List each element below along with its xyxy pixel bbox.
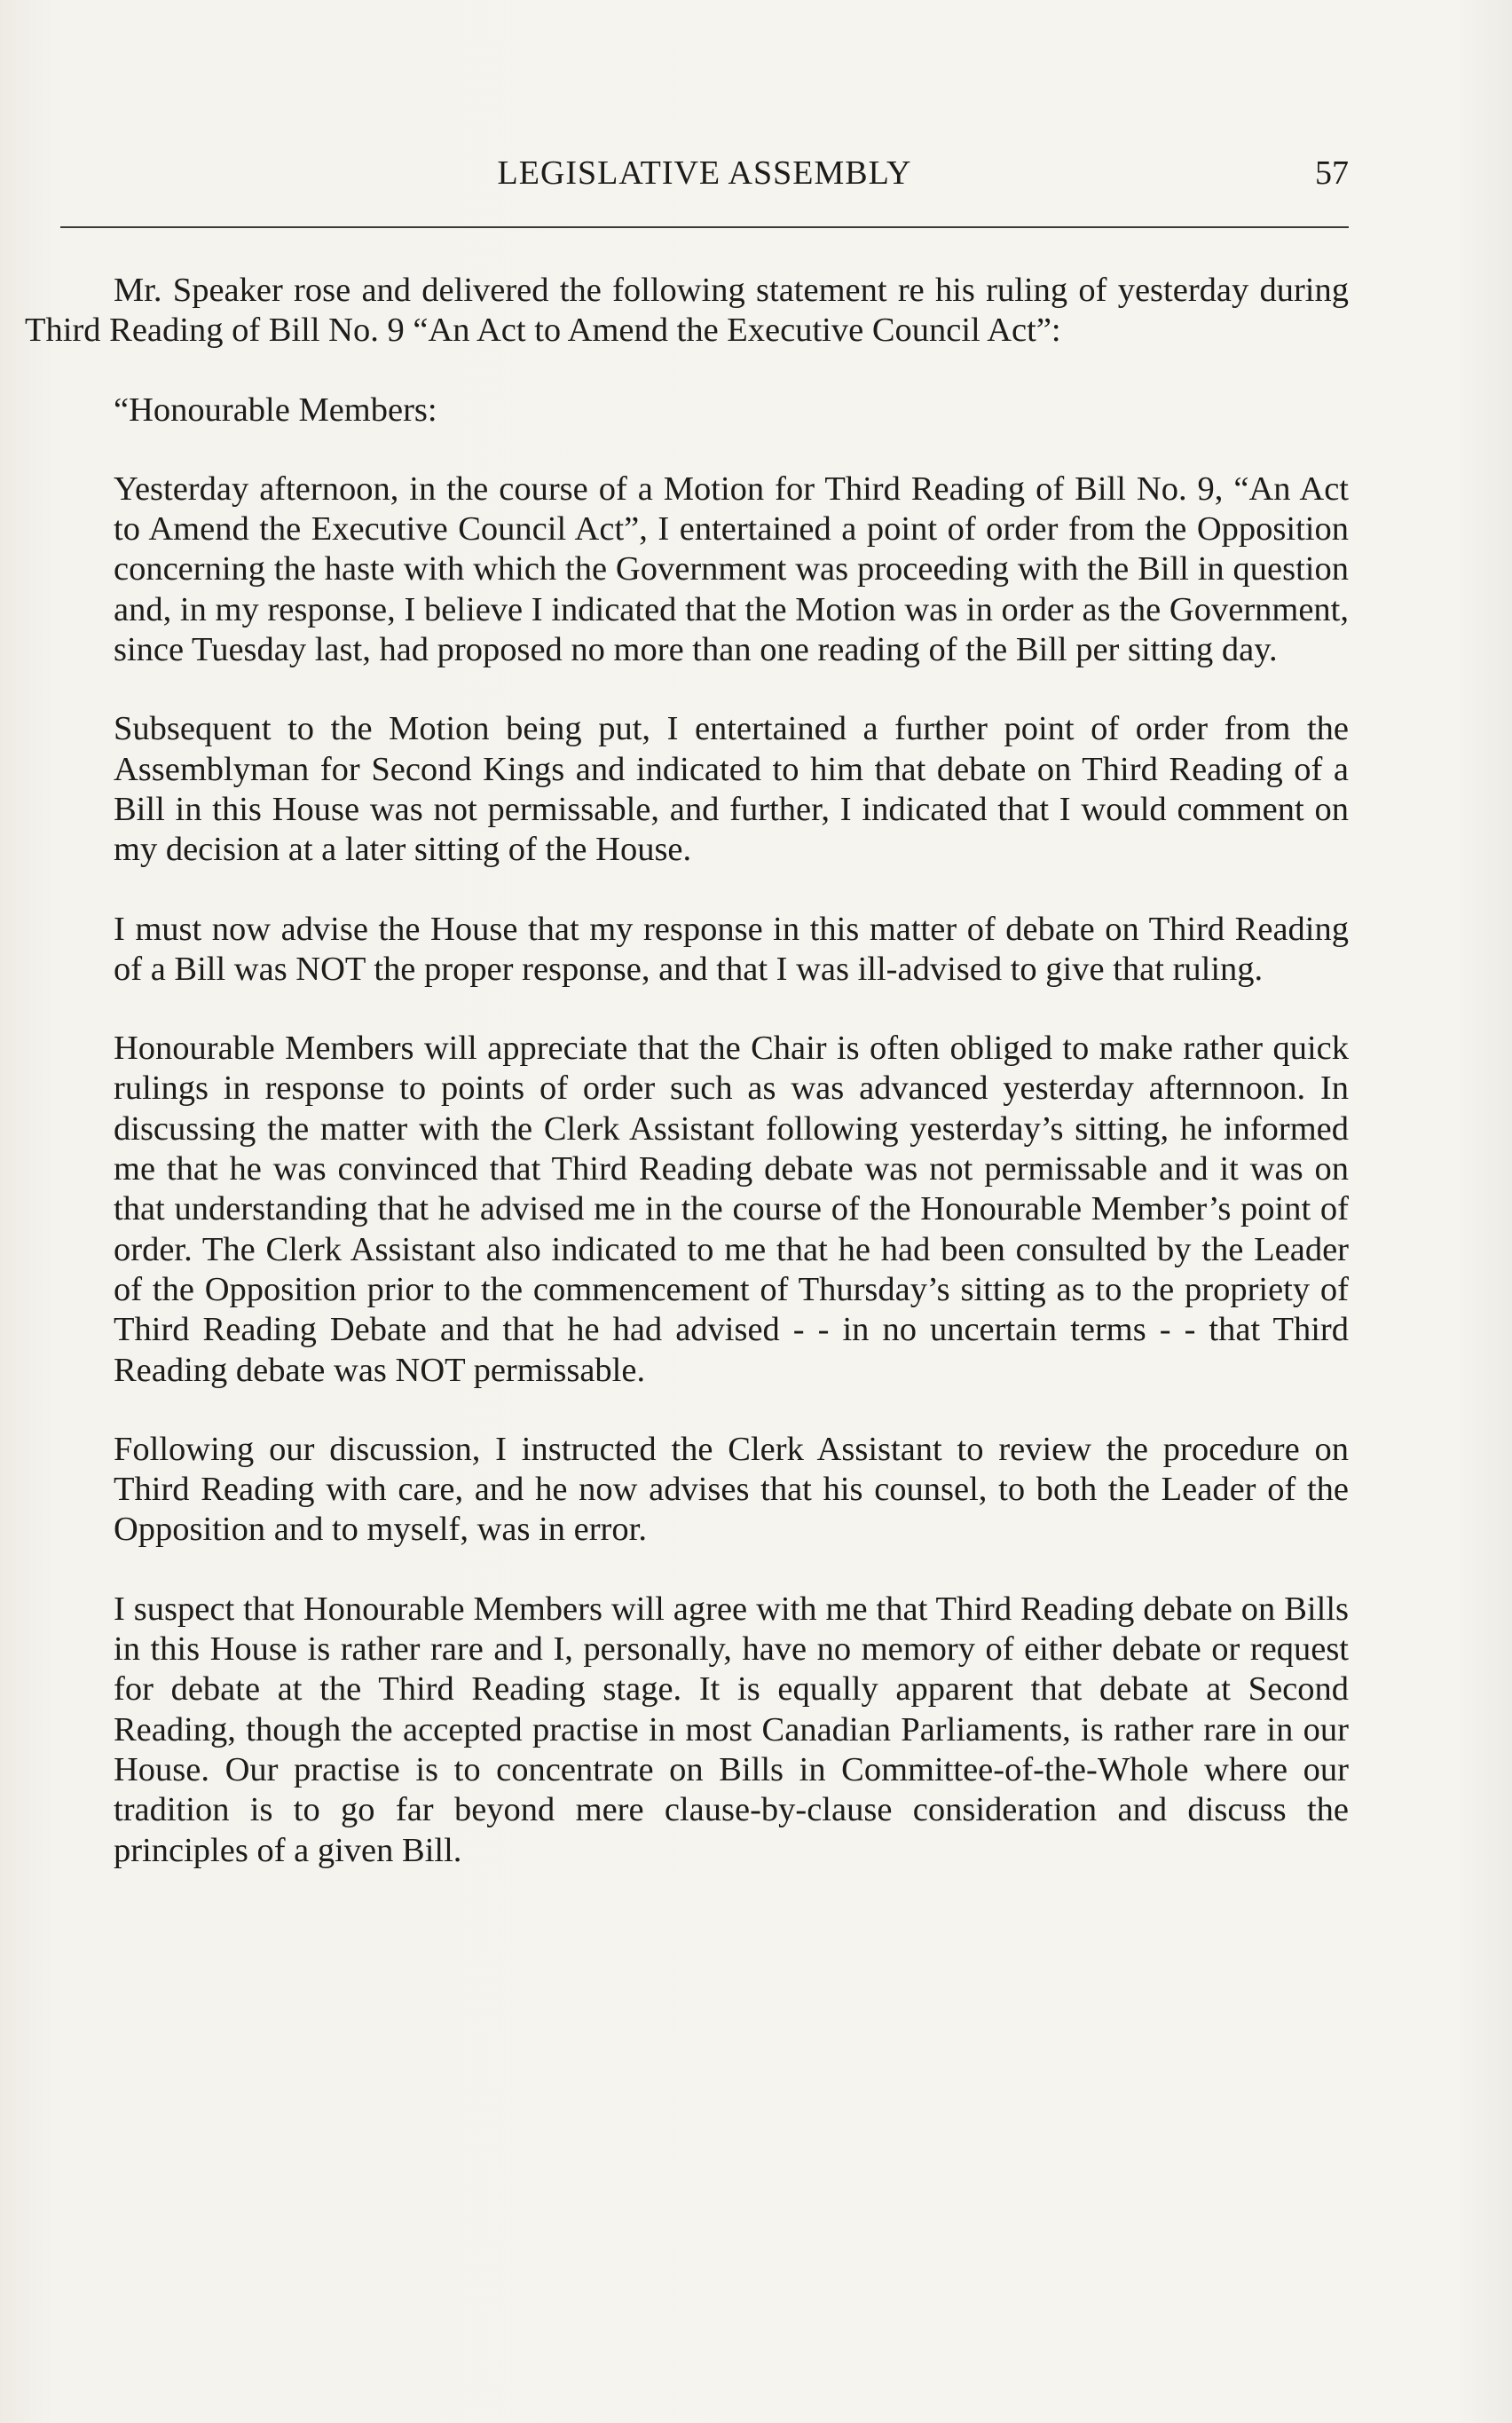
- page-header: [60, 151, 1349, 195]
- statement-paragraph-5: Following our discussion, I instructed the Clerk Assistant to review the procedure on Third Reading with care, and he now advises that his counsel, to both the Leader of the Opposition and to myself, was in error.: [114, 1430, 1349, 1549]
- statement-paragraph-4: Honourable Members will appreciate that the Chair is often obliged to make rather quick rulings in response to points of order such as was advanced yesterday afternnoon. In discussing the matter with the Clerk Assistant following yesterday’s sitting, he informed me that he was convinced that Third Reading debate was not permissable and it was on that understanding that he advised me in the course of the Honourable Member’s point of order. The Clerk Assistant also indicated to me that he had been consulted by the Leader of the Opposition prior to the commencement of Thursday’s sitting as to the propriety of Third Reading Debate and that he had advised - - in no uncertain terms - - that Third Reading debate was NOT permissable.: [114, 1030, 1349, 1389]
- salutation: “Honourable Members:: [114, 391, 437, 429]
- page-number: 57: [1315, 154, 1349, 192]
- statement-paragraph-6: I suspect that Honourable Members will agree with me that Third Reading debate on Bills in this House is rather rare and I, personally, have no memory of either debate or request for debate at the Third Reading stage. It is equally apparent that debate at Second Reading, though the accepted practise in most Canadian Parliaments, is rather rare in our House. Our practise is to concentrate on Bills in Committee-of-the-Whole where our tradition is to go far beyond mere clause-by-clause consideration and discuss the principles of a given Bill.: [114, 1590, 1349, 1869]
- document-body: [25, 271, 1349, 1910]
- statement-paragraph-1: Yesterday afternoon, in the course of a Motion for Third Reading of Bill No. 9, “An Act to Amend the Executive Council Act”, I entertained a point of order from the Opposition concerning the haste with which the Government was proceeding with the Bill in question and, in my response, I believe I indicated that the Motion was in order as the Government, since Tuesday last, had proposed no more than one reading of the Bill per sitting day.: [114, 470, 1349, 669]
- statement-paragraph-2: Subsequent to the Motion being put, I entertained a further point of order from the Assemblyman for Second Kings and indicated to him that debate on Third Reading of a Bill in this House was not permissable, and further, I indicated that I would comment on my decision at a later sitting of the House.: [114, 710, 1349, 869]
- intro-paragraph: Mr. Speaker rose and delivered the following statement re his ruling of yesterday during Third Reading of Bill No. 9 “An Act to Amend the Executive Council Act”:: [25, 272, 1349, 350]
- header-rule: [60, 226, 1349, 228]
- running-title: LEGISLATIVE ASSEMBLY: [497, 154, 912, 192]
- statement-paragraph-3: I must now advise the House that my response in this matter of debate on Third Reading of a Bill was NOT the proper response, and that I was ill-advised to give that ruling.: [114, 910, 1349, 988]
